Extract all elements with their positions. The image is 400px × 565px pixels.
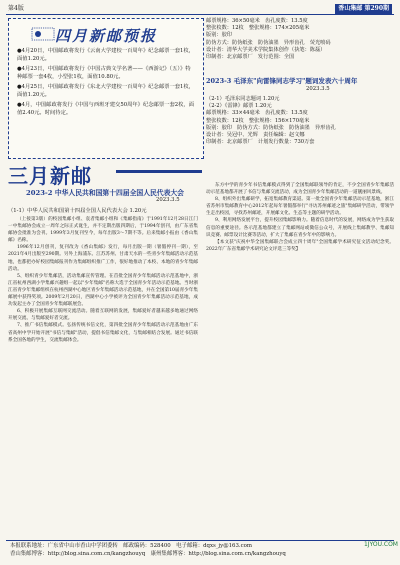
spec-line: 邮票规格：36×50毫米 齿孔度数：13.5度 [206, 18, 308, 24]
newspaper-page [6, 4, 394, 561]
site-watermark: 1JYOU.COM [363, 541, 398, 548]
article2-spec-block [206, 96, 394, 146]
april-preview-title: 四月新邮预报 [54, 27, 157, 45]
spec-line: （2-1）毛泽东同志题词 1.20元 [206, 96, 280, 102]
stamp-spec-block [206, 18, 394, 61]
article-right-column [206, 182, 394, 538]
april-stamp-preview-box [8, 18, 204, 159]
footer-contact-line: 本报联系地址：广东省中山市香山中学团委转 邮政编码：528400 电子邮箱：dqxs_jy@163.com [10, 543, 252, 549]
stamp-value-line: （1-1）中华人民共和国第十四届全国人民代表大会 1.20元 [8, 208, 147, 214]
paragraph: 5、组织青少年集邮活，活动集邮宣传管理。在首批全国青少年集邮活动示范基地中，浙江省杭州西湖小学集邮兴趣组一起以"少年集邮"名称大选于全国青少年活动示范基地。当时浙江省青少年集邮组织在杭州西湖中心地区青少年集邮活动示范基地，并在全国第10届青少年集邮展中获得奖项。2009年2月20日，西湖中心小学被评为全国青少年集邮活动示范基地，成功发起主办了全国青少年集邮联展会。 [8, 273, 198, 308]
spec-line: 整张枚数：12枚 整张规格：156×170毫米 [206, 117, 310, 124]
march-new-stamps-heading [8, 160, 202, 188]
paragraph: 6、积极开展集邮互联网交流活动。随着互联网的发展，集邮爱好者越来越多地通过网络开展交流、与集邮爱好者交流。 [8, 309, 198, 322]
spec-line: 版别：胶印 防伪方式：防伪纸张 防伪油墨 异形齿孔 [206, 124, 336, 131]
heading-rule [116, 170, 202, 173]
spec-line: 印制者：北京邮票厂 计划发行数量：730万套 [206, 139, 315, 146]
preview-item: ●4月20日，中国邮政将发行《云南大学建校一百周年》纪念邮票一套1枚，面值1.20元。 [17, 48, 195, 62]
page-number: 第4版 [8, 5, 24, 12]
preview-item: ●4月25日，中国邮政将发行《东北大学建校一百周年》纪念邮票一套1枚，面值1.20元。 [17, 84, 195, 98]
paragraph: 东方中学的青少年书信集邮模式得到了全国集邮联领导的肯定，不少全国青少年集邮活动示范基地都开展了书信与集邮交流活动，成为全国青少年集邮活动的一道靓丽风景线。 [206, 183, 394, 196]
spec-line: 整张枚数：12枚 整张规格：174×205毫米 [206, 25, 310, 32]
spec-line: 印制者：北京邮票厂 发行范围：全国 [206, 54, 295, 61]
article2-date: 2023.3.5 [306, 86, 330, 92]
page-footer [6, 540, 394, 561]
spec-line: 设计者：吴冠中、光辉 责任编辑：赵文娜 [206, 132, 305, 139]
paragraph: 1996年12月创刊，复刊改为《香山集邮》发行，每月出版一期（暑假停刊一期），至2021年4月出版至290期。另外上海浦东、江苏苏州、甘肃天水的一些青少年集邮活动示范基地，也都把办好校园集邮报刊作为集邮组织推广工作，很好地推动了本校、本地的青少年集邮活动。 [8, 245, 198, 272]
article-title: 2023-2 中华人民共和国第十四届全国人民代表大会 [26, 189, 184, 197]
paragraph: 【本文获"庆祝中华全国集邮联合会成立四十周年"全国集邮学术研究征文活动纪念奖。2022年广东省集邮学术研究论文评选三等奖】 [206, 239, 394, 252]
spec-line: 邮票规格：33×44毫米 齿孔度数：13.5度 [206, 110, 308, 117]
spec-line: 版别：胶印 [206, 32, 232, 39]
article-left-column [8, 216, 198, 538]
footer-blog-line: 香山集邮博客：http://blog.sina.com.cn/kangzhouyq 康州集邮博客：http://blog.sina.com.cn/kangzhouyq [10, 551, 286, 557]
page-header [6, 4, 394, 15]
paragraph: 7、推广书信集邮模式。弘扬传统书信文化，第四批全国青少年集邮活动示范基地由广东省高州中学开始开展"书信与集邮"活动，提倡书信集邮文化，与集邮相结合发展。通过书信联系全国各地的学生，交流集邮体会。 [8, 323, 198, 343]
article2-title: 2023-3 毛泽东"向雷锋同志学习"题词发表六十周年 [206, 77, 358, 85]
paragraph: 9、利用网络发展平台，提升校园集邮影响力。随着信息时代的发展，网络成为学生获取信息的重要途径。各示范基地都建立了集邮网站或微信公众号，开展线上集邮教学、集邮知识竞赛、邮票设计比赛等活动，扩大了集邮在青少年中的影响力。 [206, 218, 394, 238]
paragraph: （上接第3版）的校园集邮小组、袁者集邮小组和《集邮指南》于1991年12月28日江门一中集邮协会成立一周年之际正式诞生，并不定期出版四期后，于1994年创刊，由广东省集邮协会批准为会刊。1999年3月复刊至今，每年出版3～7期不等。后来集邮小报由《香山集邮》名称。 [8, 217, 198, 244]
stamp-decoration-icon [31, 27, 55, 41]
paragraph: 8、组织外出集邮研学，拓宽集邮教育渠道。第一批全国青少年集邮活动示范基地，浙江省苏州市集邮教育中心2012年起每年暑假都举行"寻访苏州邮迹之旅"集邮研学活动，带领学生走出校园，寻找苏州邮迹，开展邮文化、生态等主题的研学活动。 [206, 197, 394, 217]
april-preview-list [17, 47, 195, 117]
masthead-issue: 香山集邮 第290期 [335, 4, 392, 14]
spec-line: （2-2）《雷锋》邮票 1.20元 [206, 103, 272, 110]
spec-line: 防伪方式：防伪纸张 防伪油墨 异形齿孔 荧光喷码 [206, 39, 331, 46]
spec-line: 设计者：清华大学美术学院集体创作（执笔：陈磊） [206, 46, 326, 53]
preview-item: ●4月，中国邮政将发行《中国与西班牙建交50周年》纪念邮票一套2枚，面值2.40元。时间待定。 [17, 102, 195, 116]
article-date: 2023.3.5 [156, 197, 180, 203]
section-title: 三月新邮 [8, 164, 92, 188]
preview-item: ●4月23日，中国邮政将发行《中国古典文学名著——《西游记》（五）》特种邮票一套4枚，小型张1枚，面值10.80元。 [17, 66, 191, 80]
